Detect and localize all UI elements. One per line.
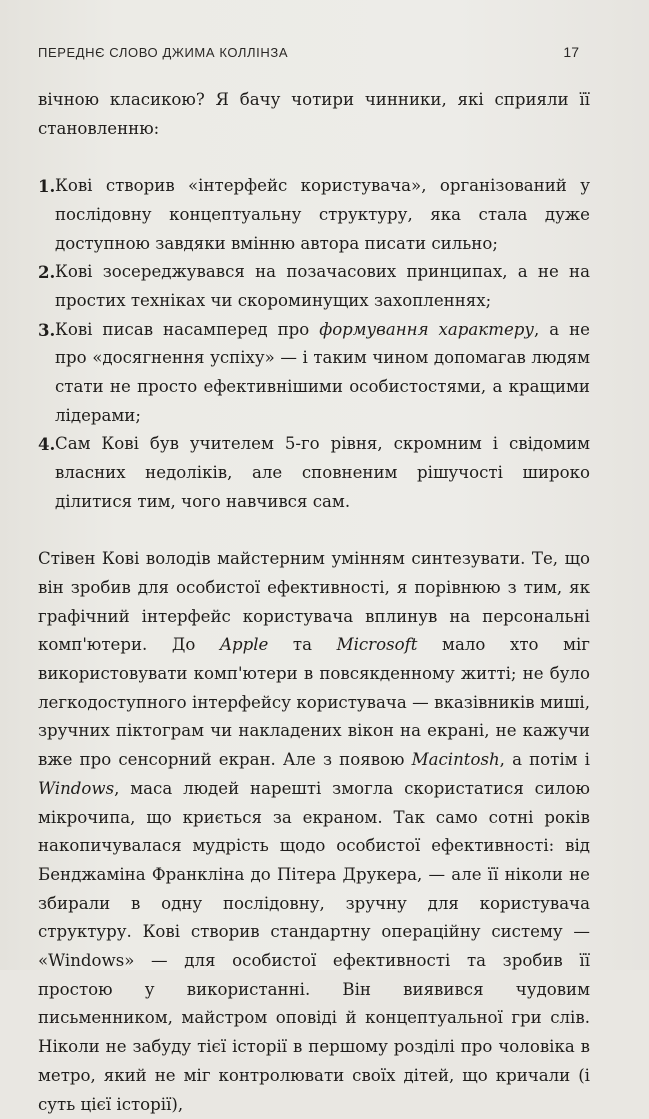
text-segment: Кові писав насамперед про <box>55 319 320 339</box>
brand-windows: Windows <box>38 778 115 798</box>
intro-paragraph: вічною класикою? Я бачу чотири чинники, які сприяли її становленню: <box>38 90 590 138</box>
list-number: 3. <box>38 319 56 340</box>
list-item <box>38 430 590 516</box>
main-paragraph <box>38 545 590 1119</box>
factors-list <box>38 172 590 516</box>
list-number: 1. <box>38 176 56 197</box>
text-segment: , а не про «досягнення успіху» — і таким чином допомагав людям стати не просто ефективнішими особистостями, а кращими лідерами; <box>55 319 590 425</box>
list-item-text: Кові зосереджувався на позачасових принципах, а не на простих техніках чи скороминущих захопленнях; <box>55 262 590 310</box>
list-number: 2. <box>38 262 56 283</box>
running-title: ПЕРЕДНЄ СЛОВО ДЖИМА КОЛЛІНЗА <box>38 45 289 60</box>
brand-macintosh: Macintosh <box>411 750 500 770</box>
list-item-text: Сам Кові був учителем 5-го рівня, скромним і свідомим власних недоліків, але сповненим рішучості широко ділитися тим, чого навчився сам. <box>55 434 590 511</box>
brand-microsoft: Microsoft <box>336 635 418 655</box>
text-segment: мало хто міг використовувати комп'ютери в повсякденному житті; не було легкодоступного інтерфейсу користувача — вказівників миші, зручних піктограм чи накладених вікон на екрані, не кажучи вже про сенсорний екран. Але з появою <box>38 635 590 770</box>
list-item-text <box>55 316 590 431</box>
brand-apple: Apple <box>219 635 269 655</box>
text-segment: та <box>268 635 337 655</box>
list-item <box>38 172 590 258</box>
page-body <box>38 86 590 1119</box>
text-segment: , а потім і <box>499 750 590 770</box>
page-header <box>38 44 579 60</box>
list-item <box>38 316 590 431</box>
text-segment: , маса людей нарешті змогла скористатися силою мікрочипа, що криється за екраном. Так само сотні років накопичувалася мудрість щодо особистої ефективності: від Бенджаміна Франкліна до Пітера Друкера, — але її ніколи не збирали в одну послідовну, зручну для користувача структуру. Кові створив стандартну операційну систему — «Windows» — для особистої ефективності та зробив її простою у використанні. Він виявився чудовим письменником, майстром оповіді й концептуальної гри слів. Ніколи не забуду тієї історії в першому розділі про чоловіка в метро, який не міг контролювати своїх дітей, що кричали (і суть цієї історії), <box>38 778 590 1114</box>
italic-phrase: формування характеру <box>319 319 535 339</box>
text-segment: Стівен Кові володів майстерним умінням синтезувати. Те, що він зробив для особистої ефективності, я порівнюю з тим, як графічний інтерфейс користувача вплинув на персональні комп'ютери. До <box>38 549 590 655</box>
list-item <box>38 258 590 315</box>
page-number: 17 <box>563 44 579 60</box>
list-number: 4. <box>38 434 56 455</box>
list-item-text: Кові створив «інтерфейс користувача», організований у послідовну концептуальну структуру, яка стала дуже доступною завдяки вмінню автора писати сильно; <box>55 176 590 253</box>
